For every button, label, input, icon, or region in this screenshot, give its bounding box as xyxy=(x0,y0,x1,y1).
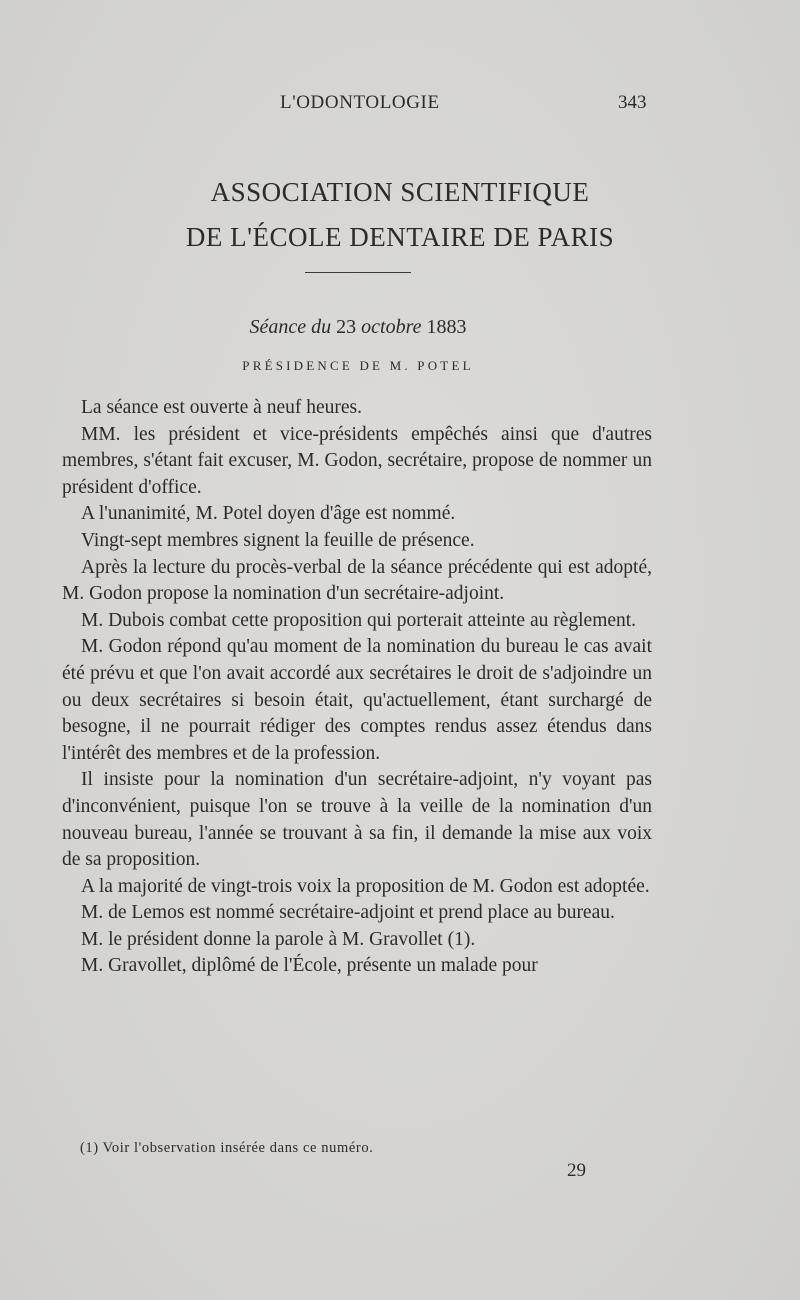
paragraph: A l'unanimité, M. Potel doyen d'âge est nommé. xyxy=(81,503,456,525)
paragraph: M. le président donne la parole à M. Gravollet (1). xyxy=(81,928,476,950)
signature-mark: 29 xyxy=(567,1160,586,1181)
body-text xyxy=(62,395,652,980)
footnote: (1) Voir l'observation insérée dans ce numéro. xyxy=(80,1140,374,1156)
paragraph: Vingt-sept membres signent la feuille de présence. xyxy=(81,529,475,551)
page-number: 343 xyxy=(618,92,647,113)
paragraph: M. Godon répond qu'au moment de la nomination du bureau le cas avait été prévu et que l'on avait accordé aux secrétaires le droit de s'adjoindre un ou deux secrétaires si besoin était, qu'actuellement, étant surchargé de besogne, il ne pourrait rédiger des comptes rendus assez étendus dans l'intérêt des membres et de la profession. xyxy=(62,636,652,764)
article-title xyxy=(0,170,800,260)
paragraph: Après la lecture du procès-verbal de la séance précédente qui est adopté, M. Godon propose la nomination d'un secrétaire-adjoint. xyxy=(62,556,652,605)
paragraph: A la majorité de vingt-trois voix la proposition de M. Godon est adoptée. xyxy=(81,875,650,897)
title-divider xyxy=(305,272,411,273)
session-year: 1883 xyxy=(426,316,467,338)
session-day: 23 xyxy=(336,316,357,338)
title-line-1: ASSOCIATION SCIENTIFIQUE xyxy=(210,177,590,207)
paragraph: Il insiste pour la nomination d'un secrétaire-adjoint, n'y voyant pas d'inconvénient, puisque l'on se trouve à la veille de la nomination d'un nouveau bureau, l'année se trouvant à sa fin, il demande la mise aux voix de sa proposition. xyxy=(62,769,652,871)
running-title: L'ODONTOLOGIE xyxy=(280,92,440,113)
session-month: octobre xyxy=(361,316,422,338)
paragraph: MM. les président et vice-présidents empêchés ainsi que d'autres membres, s'étant fait excuser, M. Godon, secrétaire, propose de nommer un président d'office. xyxy=(62,423,652,498)
paragraph: M. Dubois combat cette proposition qui porterait atteinte au règlement. xyxy=(81,609,637,631)
paragraph: M. de Lemos est nommé secrétaire-adjoint et prend place au bureau. xyxy=(81,902,615,924)
session-date xyxy=(0,316,716,339)
running-header xyxy=(0,92,800,120)
paragraph: La séance est ouverte à neuf heures. xyxy=(81,397,362,418)
session-label: Séance du xyxy=(249,316,332,338)
title-line-2: DE L'ÉCOLE DENTAIRE DE PARIS xyxy=(185,222,615,252)
paragraph: M. Gravollet, diplômé de l'École, présente un malade pour xyxy=(81,955,538,977)
presidence-line: PRÉSIDENCE DE M. POTEL xyxy=(242,358,474,373)
